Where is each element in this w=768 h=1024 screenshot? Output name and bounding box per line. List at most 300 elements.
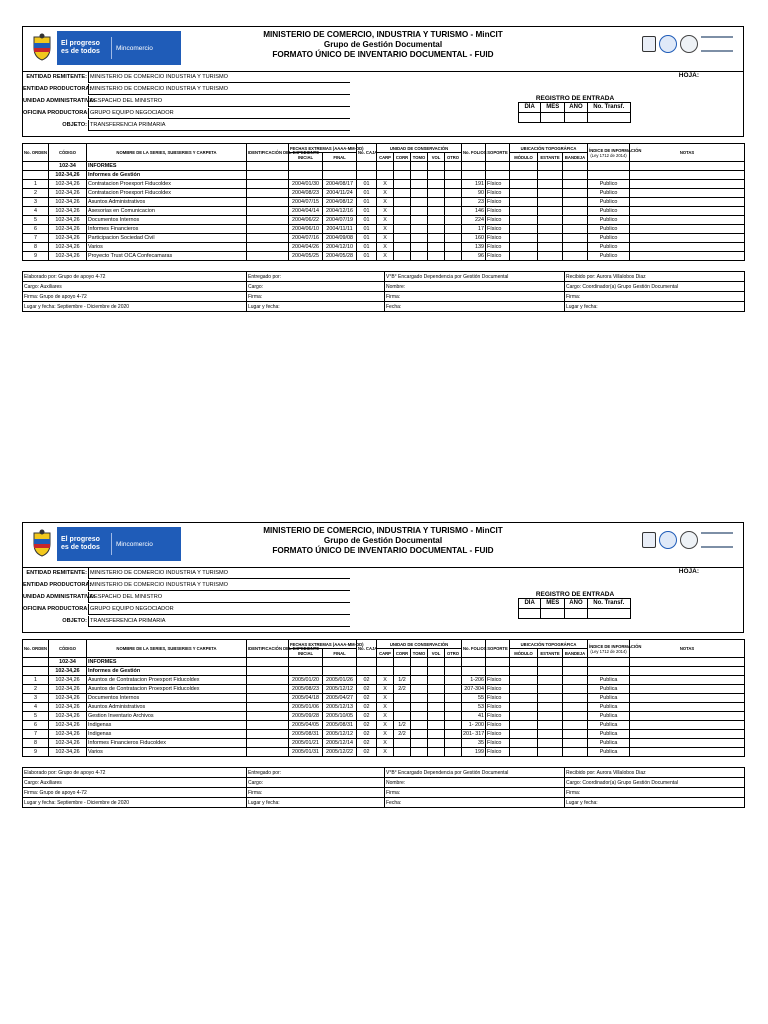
row-bandeja	[563, 225, 588, 234]
row-estante	[538, 180, 563, 189]
row-code: 102-34,26	[49, 694, 87, 703]
row-indice: Publica	[588, 676, 630, 685]
row-indice: Publica	[588, 685, 630, 694]
row-tomo	[411, 189, 428, 198]
row-carp: X	[377, 676, 394, 685]
signature-cell: Cargo: Coordinador(a) Grupo Gestión Documental	[565, 282, 745, 292]
row-soporte: Físico	[486, 739, 510, 748]
row-fecha-inicial: 2004/05/25	[289, 252, 323, 261]
registro-title: REGISTRO DE ENTRADA	[535, 591, 615, 598]
registro-transf: No. Transf.	[587, 598, 631, 609]
row-otro	[445, 225, 462, 234]
row-folios: 207-304	[462, 685, 486, 694]
row-code: 102-34,26	[49, 216, 87, 225]
col-indice-label: ÍNDICE DE INFORMACIÓN	[589, 643, 642, 649]
row-fecha-final: 2004/12/16	[323, 207, 357, 216]
row-fecha-inicial: 2004/06/22	[289, 216, 323, 225]
row-corr	[394, 243, 411, 252]
brand-sub-text: Mincomercio	[116, 44, 153, 52]
col-estante: ESTANTE	[538, 649, 563, 658]
form-titles	[213, 526, 553, 556]
meta-value: DESPACHO DEL MINISTRO	[89, 96, 350, 107]
col-bandeja: BANDEJA	[563, 153, 588, 162]
row-fecha-inicial: 2005/04/05	[289, 721, 323, 730]
registro-transf-value[interactable]	[587, 112, 631, 123]
registro-entrada	[519, 590, 631, 619]
title-group: Grupo de Gestión Documental	[323, 40, 443, 49]
row-caja: 02	[357, 694, 377, 703]
row-vol	[428, 739, 445, 748]
signature-cell: Lugar y fecha:	[247, 798, 385, 808]
row-name: Indigenas	[87, 721, 247, 730]
row-bandeja	[563, 739, 588, 748]
row-tomo	[411, 739, 428, 748]
registro-dia: DÍA	[518, 102, 541, 113]
row-fecha-inicial: 2004/04/14	[289, 207, 323, 216]
row-orden: 8	[23, 243, 49, 252]
row-indice: Publica	[588, 739, 630, 748]
row-notas	[630, 243, 745, 252]
col-indice-ley: (Ley 1712 de 2014)	[590, 152, 627, 158]
series-row	[23, 162, 745, 171]
col-modulo: MÓDULO	[510, 153, 538, 162]
row-tomo	[411, 730, 428, 739]
row-folios: 224	[462, 216, 486, 225]
row-tomo	[411, 234, 428, 243]
row-orden: 6	[23, 721, 49, 730]
row-code: 102-34,26	[49, 712, 87, 721]
row-caja: 01	[357, 216, 377, 225]
row-fecha-inicial: 2005/08/31	[289, 730, 323, 739]
coat-of-arms-icon	[31, 33, 53, 61]
row-bandeja	[563, 685, 588, 694]
row-carp: X	[377, 721, 394, 730]
row-modulo	[510, 721, 538, 730]
row-estante	[538, 216, 563, 225]
registro-mes: MES	[540, 102, 565, 113]
table-row	[23, 243, 745, 252]
row-orden: 8	[23, 739, 49, 748]
row-carp: X	[377, 712, 394, 721]
row-corr	[394, 234, 411, 243]
registro-transf: No. Transf.	[587, 102, 631, 113]
row-notas	[630, 721, 745, 730]
row-name: Participacion Sociedad Civil	[87, 234, 247, 243]
registro-mes-value[interactable]	[540, 112, 565, 123]
iqnet-seal-icon	[680, 35, 698, 53]
row-code: 102-34,26	[49, 189, 87, 198]
row-folios: 55	[462, 694, 486, 703]
row-indice: Publico	[588, 189, 630, 198]
registro-dia-value[interactable]	[518, 112, 541, 123]
row-otro	[445, 748, 462, 757]
registro-anio: AÑO	[564, 598, 587, 609]
col-ubicacion: UBICACIÓN TOPOGRÁFICA	[510, 144, 588, 153]
row-soporte: Físico	[486, 189, 510, 198]
meta-value: GRUPO EQUIPO NEGOCIADOR	[89, 108, 350, 119]
row-soporte: Físico	[486, 676, 510, 685]
row-otro	[445, 189, 462, 198]
row-orden: 3	[23, 694, 49, 703]
signature-row	[23, 272, 745, 282]
registro-value-row	[519, 609, 631, 619]
row-soporte: Físico	[486, 748, 510, 757]
row-caja: 02	[357, 730, 377, 739]
row-modulo	[510, 739, 538, 748]
signature-cell: Entregado por:	[247, 272, 385, 282]
row-caja: 01	[357, 180, 377, 189]
row-name: Asuntos Administrativos	[87, 198, 247, 207]
row-notas	[630, 694, 745, 703]
registro-anio-value[interactable]	[564, 608, 587, 619]
row-name: Asuntos de Contratacion Proexport Fiducoldex	[87, 676, 247, 685]
inventory-table	[22, 639, 745, 757]
row-notas	[630, 748, 745, 757]
row-identificacion	[247, 739, 289, 748]
meta-row	[23, 616, 350, 627]
meta-label: OBJETO:	[23, 616, 89, 627]
brand-sub-text: Mincomercio	[116, 540, 153, 548]
row-indice: Publica	[588, 712, 630, 721]
row-identificacion	[247, 216, 289, 225]
row-tomo	[411, 694, 428, 703]
row-code: 102-34,26	[49, 243, 87, 252]
row-fecha-final: 2005/08/31	[323, 721, 357, 730]
row-caja: 02	[357, 703, 377, 712]
row-name: Contratacion Proexport Fiducoldex	[87, 180, 247, 189]
meta-label: OBJETO:	[23, 120, 89, 131]
row-identificacion	[247, 180, 289, 189]
row-corr	[394, 712, 411, 721]
row-soporte: Físico	[486, 207, 510, 216]
col-soporte: SOPORTE	[486, 144, 510, 162]
series-orden	[23, 162, 49, 171]
col-soporte: SOPORTE	[486, 640, 510, 658]
col-otro: OTRO	[445, 153, 462, 162]
row-carp: X	[377, 252, 394, 261]
row-fecha-final: 2005/12/14	[323, 739, 357, 748]
row-soporte: Físico	[486, 234, 510, 243]
row-modulo	[510, 243, 538, 252]
signature-table	[22, 271, 745, 312]
subseries-code: 102-34,26	[49, 667, 87, 676]
row-fecha-inicial: 2005/04/18	[289, 694, 323, 703]
row-estante	[538, 243, 563, 252]
row-vol	[428, 243, 445, 252]
row-estante	[538, 189, 563, 198]
row-code: 102-34,26	[49, 234, 87, 243]
row-modulo	[510, 216, 538, 225]
row-modulo	[510, 180, 538, 189]
row-corr	[394, 207, 411, 216]
row-fecha-final: 2004/12/10	[323, 243, 357, 252]
row-indice: Publico	[588, 207, 630, 216]
col-notas: NOTAS	[630, 144, 745, 162]
row-code: 102-34,26	[49, 748, 87, 757]
row-otro	[445, 694, 462, 703]
certification-logo-icon	[701, 532, 733, 548]
row-vol	[428, 676, 445, 685]
row-vol	[428, 180, 445, 189]
col-corr: CORR	[394, 649, 411, 658]
row-name: Documentos Internos	[87, 694, 247, 703]
row-vol	[428, 730, 445, 739]
inventory-rows	[23, 658, 745, 757]
row-bandeja	[563, 234, 588, 243]
registro-mes-value[interactable]	[540, 608, 565, 619]
row-bandeja	[563, 180, 588, 189]
row-folios: 1-206	[462, 676, 486, 685]
row-otro	[445, 198, 462, 207]
signature-cell: Elaborado por: Grupo de apoyo 4-72	[23, 272, 247, 282]
row-code: 102-34,26	[49, 676, 87, 685]
row-soporte: Físico	[486, 198, 510, 207]
row-bandeja	[563, 748, 588, 757]
col-final: FINAL	[323, 649, 357, 658]
registro-transf-value[interactable]	[587, 608, 631, 619]
row-vol	[428, 207, 445, 216]
col-final: FINAL	[323, 153, 357, 162]
signature-cell: Nombre:	[385, 282, 565, 292]
table-row	[23, 703, 745, 712]
row-fecha-final: 2005/01/26	[323, 676, 357, 685]
row-corr	[394, 180, 411, 189]
certification-logos	[642, 35, 733, 53]
row-identificacion	[247, 198, 289, 207]
row-fecha-final: 2004/11/24	[323, 189, 357, 198]
row-tomo	[411, 712, 428, 721]
row-otro	[445, 676, 462, 685]
signature-cell: Fecha:	[385, 798, 565, 808]
row-notas	[630, 703, 745, 712]
col-vol: VOL	[428, 649, 445, 658]
col-unidad: UNIDAD DE CONSERVACIÓN	[377, 144, 462, 153]
col-unidad: UNIDAD DE CONSERVACIÓN	[377, 640, 462, 649]
brand-banner	[57, 31, 181, 65]
registro-anio-value[interactable]	[564, 112, 587, 123]
col-orden: No. ORDEN	[23, 144, 49, 162]
meta-label: UNIDAD ADMINISTRATIVA:	[23, 96, 89, 107]
signature-cell: Lugar y fecha:	[565, 798, 745, 808]
row-estante	[538, 252, 563, 261]
row-modulo	[510, 694, 538, 703]
row-name: Varios	[87, 748, 247, 757]
row-folios: 53	[462, 703, 486, 712]
row-carp: X	[377, 694, 394, 703]
row-name: Proyecto Trust OCA Confecamaras	[87, 252, 247, 261]
col-indice-ley: (Ley 1712 de 2014)	[590, 648, 627, 654]
title-format: FORMATO ÚNICO DE INVENTARIO DOCUMENTAL - FUID	[272, 546, 494, 555]
row-caja: 01	[357, 234, 377, 243]
row-otro	[445, 739, 462, 748]
row-folios: 41	[462, 712, 486, 721]
subseries-orden	[23, 667, 49, 676]
col-identificacion: IDENTIFICACIÓN DEL EXPEDIENTE	[247, 144, 289, 162]
table-row	[23, 207, 745, 216]
row-name: Documentos Internos	[87, 216, 247, 225]
row-carp: X	[377, 180, 394, 189]
form-metadata	[22, 567, 744, 633]
row-identificacion	[247, 252, 289, 261]
signature-row	[23, 778, 745, 788]
row-vol	[428, 189, 445, 198]
signature-cell: Entregado por:	[247, 768, 385, 778]
row-folios: 23	[462, 198, 486, 207]
row-notas	[630, 216, 745, 225]
row-code: 102-34,26	[49, 198, 87, 207]
col-inicial: INICIAL	[289, 153, 323, 162]
row-caja: 02	[357, 676, 377, 685]
row-folios: 191	[462, 180, 486, 189]
row-identificacion	[247, 703, 289, 712]
row-code: 102-34,26	[49, 739, 87, 748]
signature-cell: Cargo:	[247, 778, 385, 788]
table-row	[23, 252, 745, 261]
meta-value: DESPACHO DEL MINISTRO	[89, 592, 350, 603]
row-estante	[538, 712, 563, 721]
registro-mes: MES	[540, 598, 565, 609]
row-fecha-inicial: 2004/07/15	[289, 198, 323, 207]
row-orden: 7	[23, 234, 49, 243]
signature-table	[22, 767, 745, 808]
row-carp: X	[377, 189, 394, 198]
col-codigo: CÓDIGO	[49, 144, 87, 162]
row-modulo	[510, 730, 538, 739]
form-metadata	[22, 71, 744, 137]
row-orden: 6	[23, 225, 49, 234]
row-corr: 1/2	[394, 721, 411, 730]
row-modulo	[510, 685, 538, 694]
row-fecha-inicial: 2004/08/23	[289, 189, 323, 198]
col-folios: No. FOLIOS	[462, 144, 486, 162]
registro-dia-value[interactable]	[518, 608, 541, 619]
row-carp: X	[377, 216, 394, 225]
row-orden: 3	[23, 198, 49, 207]
row-identificacion	[247, 225, 289, 234]
meta-row	[23, 96, 350, 107]
row-fecha-final: 2004/11/11	[323, 225, 357, 234]
col-corr: CORR	[394, 153, 411, 162]
row-otro	[445, 207, 462, 216]
row-estante	[538, 234, 563, 243]
signature-cell: Lugar y fecha:	[247, 302, 385, 312]
table-row	[23, 198, 745, 207]
row-folios: 17	[462, 225, 486, 234]
row-notas	[630, 189, 745, 198]
fuid-form	[22, 522, 744, 808]
row-modulo	[510, 189, 538, 198]
col-folios: No. FOLIOS	[462, 640, 486, 658]
form-header	[22, 26, 744, 71]
row-notas	[630, 676, 745, 685]
row-otro	[445, 712, 462, 721]
row-indice: Publica	[588, 748, 630, 757]
brand-main-text: El progreso es de todos	[61, 40, 100, 55]
registro-entrada	[519, 94, 631, 123]
row-name: Informes Financieros	[87, 225, 247, 234]
row-fecha-final: 2004/08/17	[323, 180, 357, 189]
col-ubicacion: UBICACIÓN TOPOGRÁFICA	[510, 640, 588, 649]
row-bandeja	[563, 721, 588, 730]
row-notas	[630, 730, 745, 739]
series-name: INFORMES	[87, 658, 247, 667]
row-carp: X	[377, 225, 394, 234]
row-notas	[630, 712, 745, 721]
row-tomo	[411, 243, 428, 252]
row-indice: Publico	[588, 180, 630, 189]
col-otro: OTRO	[445, 649, 462, 658]
row-otro	[445, 234, 462, 243]
signature-cell: Firma: Grupo de apoyo 4-72	[23, 788, 247, 798]
table-row	[23, 180, 745, 189]
row-corr	[394, 225, 411, 234]
row-orden: 2	[23, 685, 49, 694]
row-estante	[538, 676, 563, 685]
row-orden: 1	[23, 180, 49, 189]
row-caja: 01	[357, 225, 377, 234]
row-carp: X	[377, 207, 394, 216]
row-orden: 5	[23, 712, 49, 721]
row-name: Asuntos Administrativos	[87, 703, 247, 712]
row-vol	[428, 712, 445, 721]
row-otro	[445, 243, 462, 252]
row-identificacion	[247, 189, 289, 198]
signature-cell: Firma:	[385, 788, 565, 798]
signature-cell: Cargo:	[247, 282, 385, 292]
series-code: 102-34	[49, 658, 87, 667]
title-format: FORMATO ÚNICO DE INVENTARIO DOCUMENTAL - FUID	[272, 50, 494, 59]
hoja-label: HOJA:	[678, 72, 699, 79]
col-caja: No. CAJA	[357, 640, 377, 658]
series-row	[23, 658, 745, 667]
meta-row	[23, 580, 350, 591]
row-folios: 199	[462, 748, 486, 757]
row-fecha-inicial: 2004/06/10	[289, 225, 323, 234]
row-fecha-inicial: 2004/04/26	[289, 243, 323, 252]
row-identificacion	[247, 676, 289, 685]
row-soporte: Físico	[486, 225, 510, 234]
col-tomo: TOMO	[411, 153, 428, 162]
certification-badge-icon	[642, 36, 656, 52]
row-caja: 02	[357, 721, 377, 730]
table-row	[23, 676, 745, 685]
row-folios: 146	[462, 207, 486, 216]
row-corr	[394, 252, 411, 261]
row-caja: 02	[357, 685, 377, 694]
row-name: Indigenas	[87, 730, 247, 739]
registro-value-row	[519, 113, 631, 123]
signature-cell: Lugar y fecha:	[565, 302, 745, 312]
row-notas	[630, 225, 745, 234]
row-orden: 2	[23, 189, 49, 198]
series-code: 102-34	[49, 162, 87, 171]
row-bandeja	[563, 252, 588, 261]
row-orden: 5	[23, 216, 49, 225]
row-fecha-final: 2005/12/12	[323, 730, 357, 739]
row-estante	[538, 685, 563, 694]
signature-row	[23, 282, 745, 292]
row-otro	[445, 721, 462, 730]
row-vol	[428, 252, 445, 261]
row-vol	[428, 234, 445, 243]
row-orden: 9	[23, 748, 49, 757]
row-orden: 4	[23, 207, 49, 216]
row-corr	[394, 694, 411, 703]
table-row	[23, 730, 745, 739]
signature-cell: Nombre:	[385, 778, 565, 788]
row-folios: 160	[462, 234, 486, 243]
signature-cell: Cargo: Auxiliares	[23, 282, 247, 292]
